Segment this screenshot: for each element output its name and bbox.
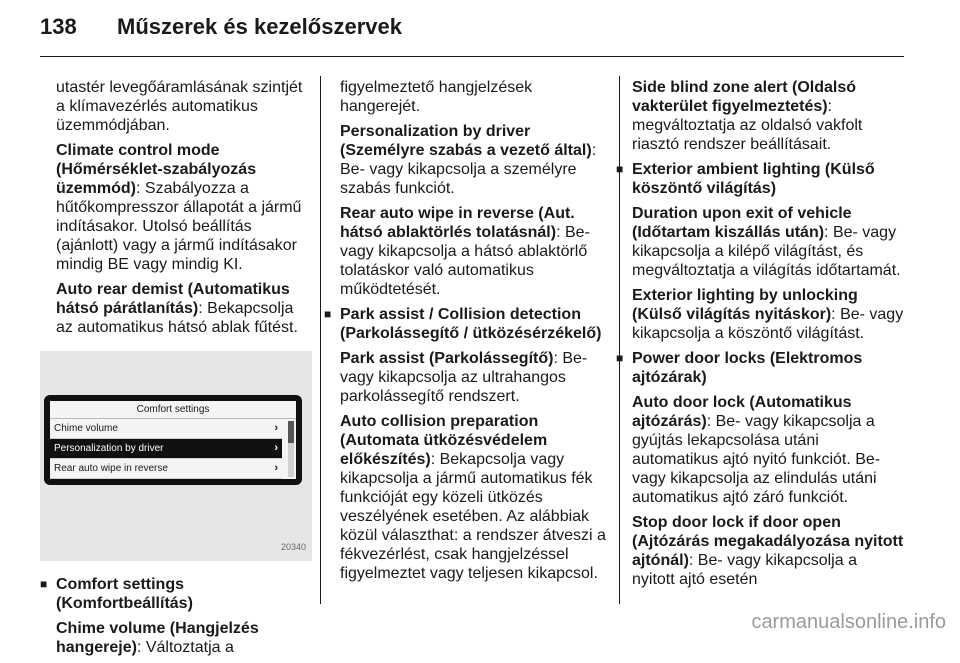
paragraph: figyelmeztető hangjelzések hangerejét. [340,79,533,115]
term: Rear auto wipe in reverse (Aut. hátsó ablaktörlés tolatásnál) [340,205,575,241]
paragraph [632,286,904,343]
page-header [40,14,402,48]
paragraph [40,619,312,657]
description: : Szabályozza a hűtőkompresszor állapotát a jármű indításakor. Utolsó beállítás (ajánlott) vagy a jármű indításakor mindig BE vagy mindig KI. [56,180,302,273]
paragraph [40,280,312,337]
bullet-item [324,305,608,343]
column-divider [320,76,321,604]
paragraph [632,78,904,154]
term: Chime volume (Hangjelzés hangereje) [56,620,259,656]
menu-item-label: Chime volume [54,423,118,434]
term: Exterior ambient lighting (Külső köszöntő világítás) [632,161,875,197]
page-title: Műszerek és kezelőszervek [117,14,402,39]
paragraph [632,204,904,280]
screen-title: Comfort settings [50,401,296,419]
menu-item-personalization[interactable] [50,439,282,459]
paragraph [40,141,312,274]
description: : Be- vagy kikapcsolja a kilépő világítást, és megváltoztatja a világítás időtartamát. [632,224,901,279]
column-2 [340,78,608,589]
paragraph [340,122,608,198]
term: Power door locks (Elektromos ajtózárak) [632,350,863,386]
description: : Be- vagy kikapcsolja az ultrahangos parkolássegítő rendszert. [340,350,588,405]
menu-item-rear-auto-wipe[interactable] [50,459,282,479]
bullet-item [40,575,312,613]
column-divider [619,76,620,604]
display-frame [44,395,302,485]
description: : Be- vagy kikapcsolja a nyitott ajtó esetén [632,552,857,588]
description: : Be- vagy kikapcsolja a személyre szabás funkciót. [340,142,597,197]
description: : Változtatja a [136,639,234,656]
description: : Be- vagy kikapcsolja a hátsó ablaktörlő tolatáskor való automatikus működtetését. [340,224,590,298]
term: Park assist / Collision detection (Parkolássegítő / ütközésérzékelő) [340,306,602,342]
menu-item-label: Rear auto wipe in reverse [54,463,168,474]
description: : Be- vagy kikapcsolja a köszöntő világítást. [632,306,904,342]
paragraph: utastér levegőáramlásának szintjét a klímavezérlés automatikus üzemmódjában. [56,79,303,134]
description: : Be- vagy kikapcsolja a gyújtás lekapcsolása utáni automatikus ajtó nyitó funkciót. Be- vagy kikapcsolja az elindulás utáni automatikus ajtó záró funkciót. [632,413,881,506]
scrollbar[interactable] [288,421,294,477]
watermark: carmanualsonline.info [751,611,946,633]
bullet-item [616,349,904,387]
display-screen [50,401,296,479]
chevron-right-icon: › [274,422,278,434]
term: Auto collision preparation (Automata ütközésvédelem előkészítés) [340,413,548,468]
term: Comfort settings (Komfortbeállítás) [56,576,193,612]
term: Duration upon exit of vehicle (Időtartam kiszállás után) [632,205,852,241]
term: Park assist (Parkolássegítő) [340,350,554,367]
bullet-item [616,160,904,198]
chevron-right-icon: › [274,442,278,454]
term: Exterior lighting by unlocking (Külső világítás nyitáskor) [632,287,858,323]
figure-id: 20340 [280,542,306,552]
term: Personalization by driver (Személyre szabás a vezető által) [340,123,592,159]
header-rule [40,56,904,57]
chevron-right-icon: › [274,462,278,474]
term: Side blind zone alert (Oldalsó vakterület figyelmeztetés) [632,79,857,115]
paragraph [340,412,608,583]
term: Auto door lock (Automatikus ajtózárás) [632,394,852,430]
description: : megváltoztatja az oldalsó vakfolt riasztó rendszer beállításait. [632,98,863,153]
column-1 [40,78,312,663]
comfort-settings-figure [40,351,312,561]
paragraph [632,513,904,589]
menu-item-chime-volume[interactable] [50,419,282,439]
paragraph [340,204,608,299]
paragraph [632,393,904,507]
scroll-thumb[interactable] [288,421,294,443]
description: : Bekapcsolja az automatikus hátsó ablak fűtést. [56,300,298,336]
paragraph [340,349,608,406]
column-3 [632,78,904,595]
term: Climate control mode (Hőmérséklet-szabályozás üzemmód) [56,142,257,197]
menu-item-label: Personalization by driver [54,443,164,454]
term: Stop door lock if door open (Ajtózárás megakadályozása nyitott ajtónál) [632,514,904,569]
page-number: 138 [40,14,77,39]
term: Auto rear demist (Automatikus hátsó párátlanítás) [56,281,290,317]
description: : Bekapcsolja vagy kikapcsolja a jármű automatikus fék funkcióját egy közeli ütközés veszélyének esetében. Az alábbiak közül választhat: a rendszer átveszi a fékvezérlést, csak hangjelzéssel figyelmeztet vagy teljesen kikapcsol. [340,451,606,582]
